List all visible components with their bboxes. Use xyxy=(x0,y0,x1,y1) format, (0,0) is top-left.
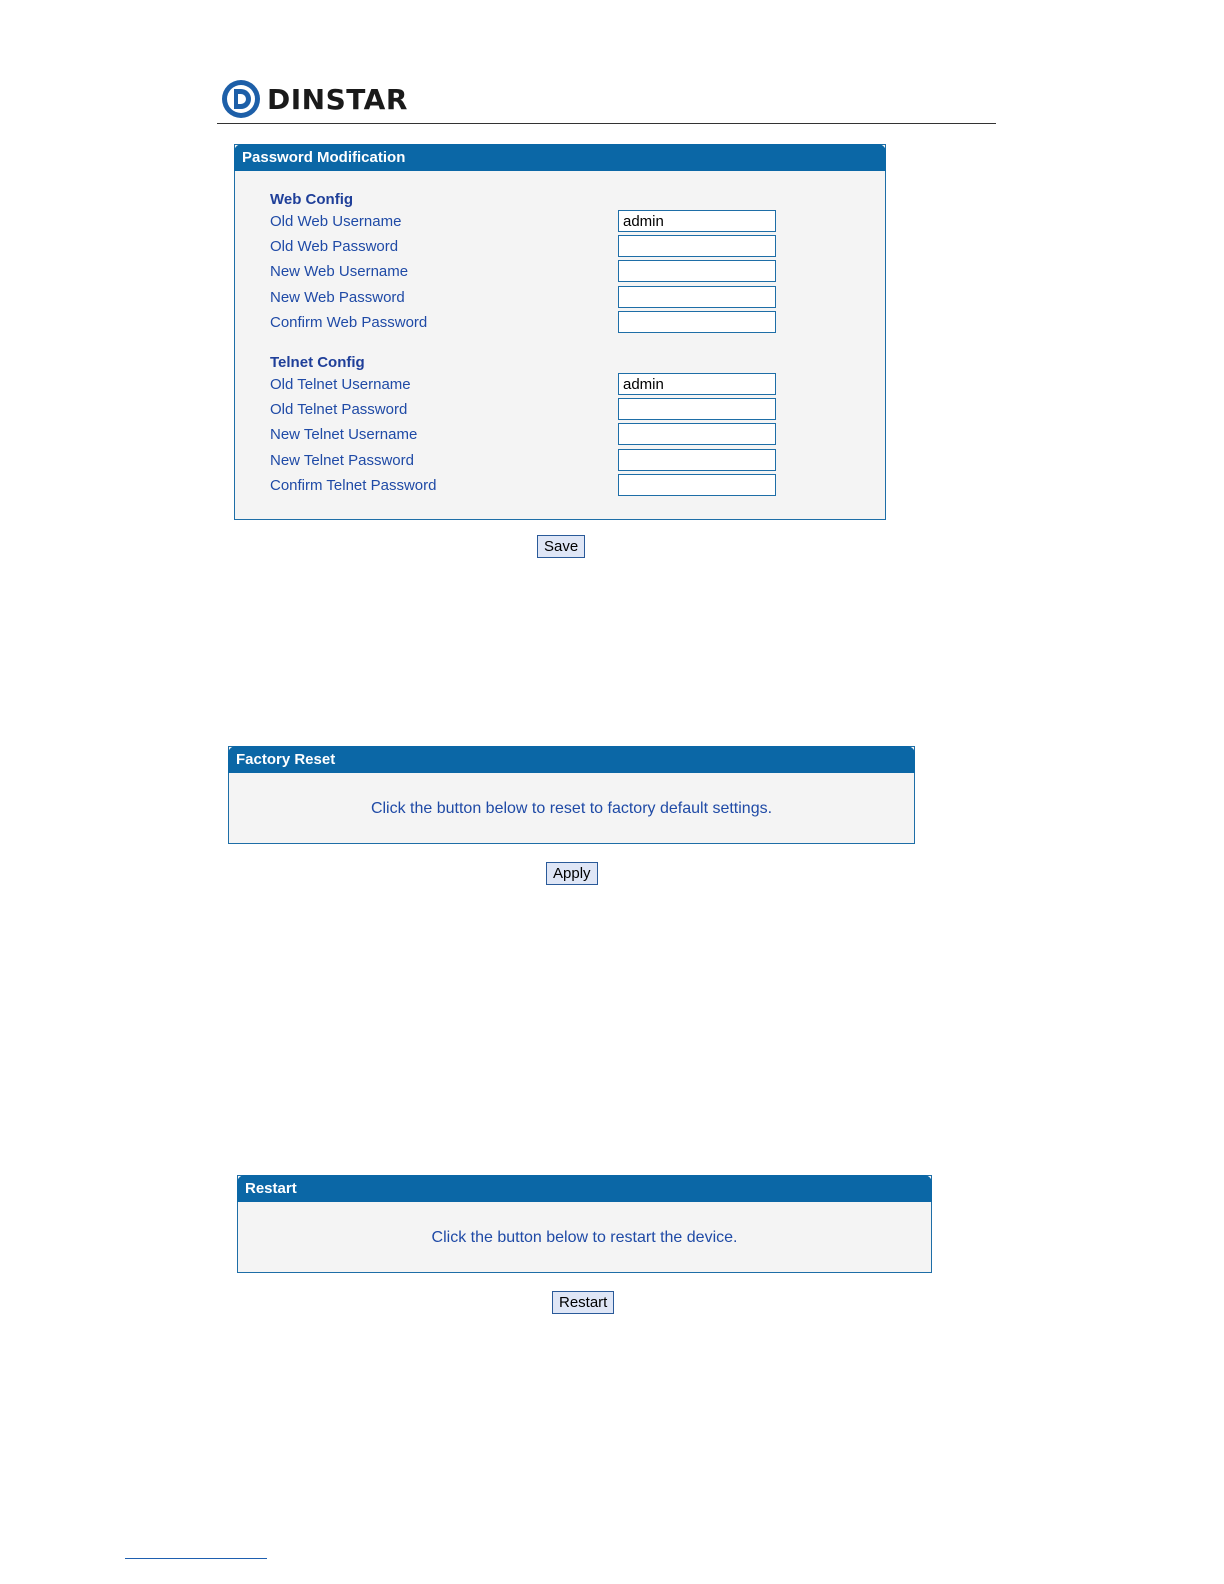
save-button[interactable]: Save xyxy=(537,535,585,558)
restart-message: Click the button below to restart the device. xyxy=(431,1229,738,1246)
new-web-password-input[interactable] xyxy=(618,286,776,308)
new-telnet-username-label: New Telnet Username xyxy=(270,426,418,443)
footer-divider xyxy=(125,1558,267,1559)
telnet-config-heading: Telnet Config xyxy=(270,354,365,371)
factory-reset-panel xyxy=(228,746,915,844)
dinstar-logo-icon xyxy=(221,79,261,119)
old-web-username-input[interactable] xyxy=(618,210,776,232)
brand-name: DINSTAR xyxy=(267,82,408,116)
web-config-heading: Web Config xyxy=(270,191,354,208)
new-telnet-password-input[interactable] xyxy=(618,449,776,471)
new-telnet-username-input[interactable] xyxy=(618,423,776,445)
factory-reset-message: Click the button below to reset to factory default settings. xyxy=(370,800,773,817)
old-web-password-input[interactable] xyxy=(618,235,776,257)
new-web-username-label: New Web Username xyxy=(270,263,409,280)
old-telnet-username-label: Old Telnet Username xyxy=(270,376,411,393)
restart-button[interactable]: Restart xyxy=(552,1291,614,1314)
old-telnet-password-label: Old Telnet Password xyxy=(270,401,408,418)
confirm-telnet-password-input[interactable] xyxy=(618,474,776,496)
new-telnet-password-label: New Telnet Password xyxy=(270,452,414,469)
password-modification-panel xyxy=(234,144,886,520)
confirm-web-password-input[interactable] xyxy=(618,311,776,333)
confirm-telnet-password-label: Confirm Telnet Password xyxy=(270,477,437,494)
panel-title: Restart xyxy=(237,1175,932,1202)
new-web-username-input[interactable] xyxy=(618,260,776,282)
panel-title: Password Modification xyxy=(234,144,886,171)
panel-title: Factory Reset xyxy=(228,746,915,773)
apply-button[interactable]: Apply xyxy=(546,862,598,885)
old-web-password-label: Old Web Password xyxy=(270,238,399,255)
old-web-username-label: Old Web Username xyxy=(270,213,402,230)
new-web-password-label: New Web Password xyxy=(270,289,405,306)
old-telnet-password-input[interactable] xyxy=(618,398,776,420)
confirm-web-password-label: Confirm Web Password xyxy=(270,314,428,331)
header-divider xyxy=(217,123,996,124)
restart-panel xyxy=(237,1175,932,1273)
brand-logo xyxy=(221,79,408,119)
old-telnet-username-input[interactable] xyxy=(618,373,776,395)
